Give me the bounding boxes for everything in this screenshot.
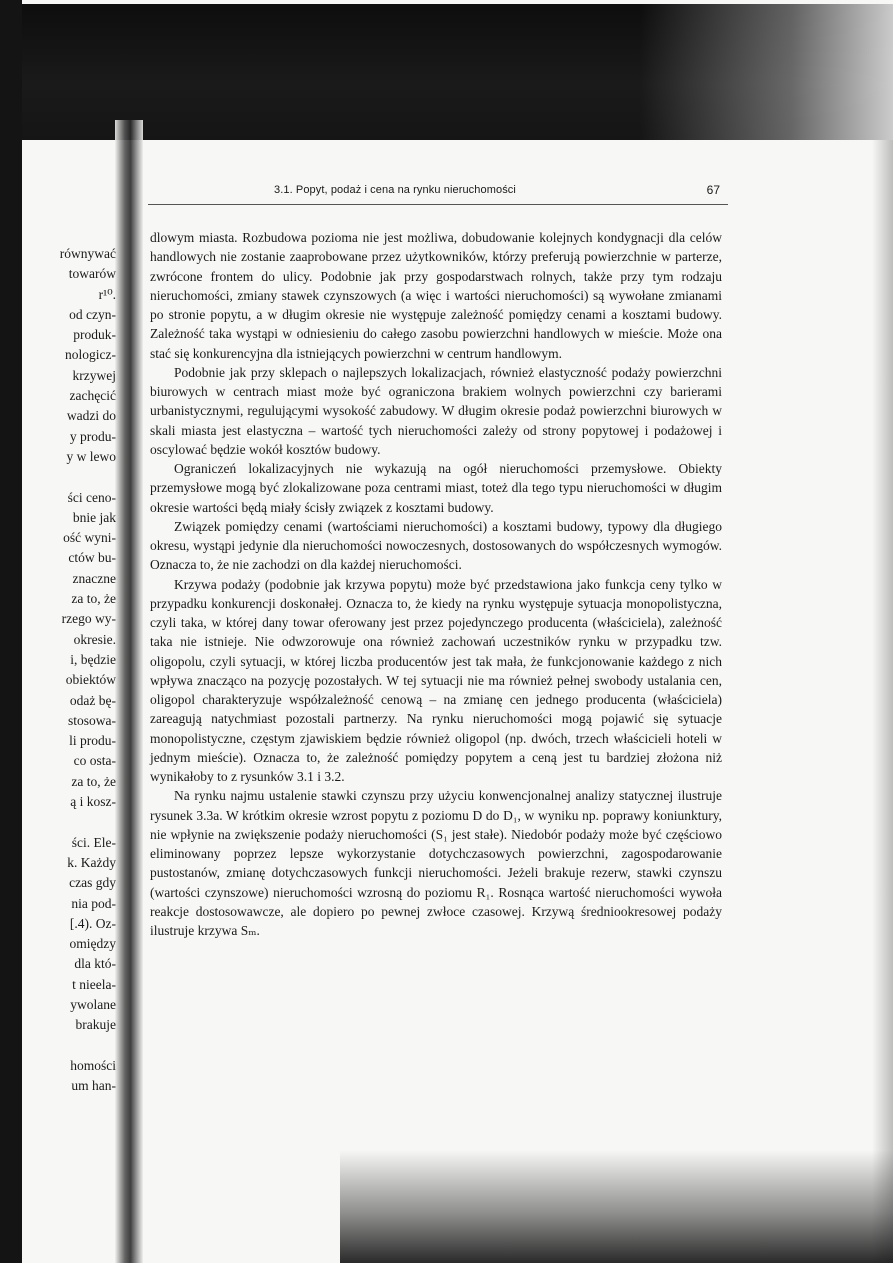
- scan-shadow-bottom: [340, 1150, 893, 1263]
- facing-page-line: k. Każdy: [67, 854, 116, 870]
- page-number: 67: [706, 183, 720, 197]
- facing-page-line: krzywej: [72, 367, 116, 383]
- facing-page-line: ści. Ele-: [71, 834, 116, 850]
- facing-page-line: ywolane: [70, 996, 116, 1012]
- facing-page-line: y w lewo: [66, 448, 116, 464]
- facing-page-gap: [22, 1036, 120, 1056]
- page-header: [148, 182, 728, 205]
- facing-page-gap: [22, 812, 120, 832]
- running-head: 3.1. Popyt, podaż i cena na rynku nieruchomości: [274, 184, 516, 196]
- paragraph: Ograniczeń lokalizacyjnych nie wykazują na ogół nieruchomości przemysłowe. Obiekty przemysłowe mogą być zlokalizowane poza centrami miast, toteż dla tego typu nieruchomości w długim okresie wartości będą miały ścisły związek z kosztami budowy.: [150, 461, 722, 515]
- paragraph: dlowym miasta. Rozbudowa pozioma nie jest możliwa, dobudowanie kolejnych kondygnacji dla celów handlowych nie zostanie zaaprobowane przez użytkowników, którzy preferują powierzchnie w parterze, zwrócone frontem do ulicy. Podobnie jak przy gospodarstwach rolnych, także przy tym rodzaju nieruchomości, zmiany stawek czynszowych (a więc i wartości nieruchomości) są wywołane zmianami po stronie popytu, a w długim okresie nie występuje zależność pomiędzy cenami a kosztami budowy. Zależność taka wystąpi w odniesieniu do całego zasobu powierzchni handlowych w mieście. Może ona stać się konkurencyjna dla istniejących powierzchni w centrum handlowym.: [150, 230, 722, 361]
- paragraph: Krzywa podaży (podobnie jak krzywa popytu) może być przedstawiona jako funkcja ceny tylko w przypadku konkurencji doskonałej. Oznacza to, że kiedy na rynku występuje sytuacja monopolistyczna, czyli taka, w której dany towar oferowany jest przez pojedynczego producenta (właściciela), zależność taka nie istnieje. Nie odwzorowuje ona również zachowań uczestników rynku w przypadku tzw. oligopolu, czyli sytuacji, w której liczba producentów jest tak mała, że funkcjonowanie każdego z nich wpływa znacząco na pozycję pozostałych. W tej sytuacji nie ma również pełnej swobody ustalania cen, oligopol charakteryzuje współzależność cenową – na zmianę cen jednego producenta (właściciela) zareagują natychmiast pozostali partnerzy. Na rynku nieruchomości mogą pojawić się sytuacje monopolistyczne, częstym zjawiskiem będzie również oligopol (np. dwóch, trzech właścicieli hoteli w jednym mieście). Oznacza to, że zależność pomiędzy popytem a ceną jest tu bardziej złożona niż wynikałoby to z rysunków 3.1 i 3.2.: [150, 576, 722, 784]
- facing-page-line: stosowa-: [68, 712, 116, 728]
- facing-page-line: ctów bu-: [68, 550, 116, 566]
- facing-page-line: omiędzy: [69, 936, 116, 952]
- facing-page-line: od czyn-: [69, 306, 116, 322]
- facing-page-line: ą i kosz-: [70, 794, 116, 810]
- facing-page-line: li produ-: [69, 733, 116, 749]
- facing-page-line: bnie jak: [72, 509, 116, 525]
- facing-page-line: ość wyni-: [63, 530, 116, 546]
- facing-page-line: [.4). Oz-: [69, 915, 116, 931]
- facing-page-line: równywać: [59, 246, 116, 261]
- scan-edge-strip: [0, 0, 893, 4]
- paragraph: Na rynku najmu ustalenie stawki czynszu przy użyciu konwencjonalnej analizy statycznej ilustruje rysunek 3.3a. W krótkim okresie wzrost popytu z poziomu D do D₁, w wyniku np. poprawy koniunktury, nie wpłynie na zwiększenie podaży nieruchomości (S₁ jest stałe). Niedobór podaży może być częściowo eliminowany poprzez lepsze wykorzystanie dotychczasowych powierzchni, zagospodarowanie pustostanów, zmianę dotychczasowych funkcji nieruchomości. Jeżeli brakuje rezerw, stawki czynszu (wartości czynszowe) nieruchomości wzrosną do poziomu R₁. Rosnąca wartość nieruchomości wywoła reakcje dostosowawcze, ale dopiero po pewnej zwłoce czasowej. Krzywą średniookresowej podaży ilustruje krzywa Sₘ.: [150, 788, 722, 938]
- facing-page-line: za to, że: [71, 773, 116, 789]
- facing-page-line: wadzi do: [66, 408, 116, 424]
- facing-page-line: zachęcić: [69, 388, 116, 404]
- facing-page-line: odaż bę-: [69, 692, 116, 708]
- facing-page-line: co osta-: [73, 753, 116, 769]
- scan-shadow-left: [0, 0, 22, 1263]
- facing-page-line: dla któ-: [74, 956, 116, 972]
- scan-shadow-top-fade: [640, 0, 893, 140]
- paragraph: Podobnie jak przy sklepach o najlepszych lokalizacjach, również elastyczność podaży powierzchni biurowych w centrach miast może być ograniczona brakiem wolnych powierzchni czy barierami urbanistycznymi, regulującymi wysokość zabudowy. W długim okresie podaż powierzchni biurowych w skali miasta jest elastyczna – wartość tych nieruchomości zależy od strony popytowej i podażowej i oscylować będzie wokół kosztów budowy.: [150, 364, 722, 457]
- facing-page-fragment: [22, 244, 120, 1094]
- facing-page-line: homości: [70, 1057, 116, 1073]
- facing-page-line: towarów: [68, 266, 116, 282]
- facing-page-line: nia pod-: [71, 895, 116, 911]
- facing-page-line: brakuje: [75, 1017, 116, 1033]
- facing-page-line: y produ-: [69, 428, 116, 444]
- facing-page-gap: [22, 467, 120, 487]
- facing-page-line: okresie.: [73, 631, 116, 647]
- facing-page-line: um han-: [71, 1078, 116, 1094]
- page-body: [150, 228, 722, 940]
- facing-page-line: t nieela-: [72, 976, 116, 992]
- facing-page-line: i, będzie: [70, 651, 116, 667]
- facing-page-line: za to, że: [71, 591, 116, 607]
- facing-page-line: nologicz-: [65, 347, 116, 363]
- facing-page-line: czas gdy: [69, 875, 116, 891]
- facing-page-line: znaczne: [72, 570, 116, 586]
- facing-page-line: produk-: [73, 327, 116, 343]
- facing-page-line: ści ceno-: [67, 489, 116, 505]
- facing-page-line: rzego wy-: [61, 611, 116, 627]
- paragraph: Związek pomiędzy cenami (wartościami nieruchomości) a kosztami budowy, typowy dla długiego okresu, wystąpi jedynie dla nieruchomości nowoczesnych, dostosowanych do współczesnych wymogów. Oznacza to, że nie zachodzi on dla każdej nieruchomości.: [150, 518, 722, 573]
- facing-page-line: obiektów: [65, 672, 116, 688]
- facing-page-line: r¹⁰.: [98, 286, 116, 302]
- scan-shadow-right: [872, 140, 893, 1263]
